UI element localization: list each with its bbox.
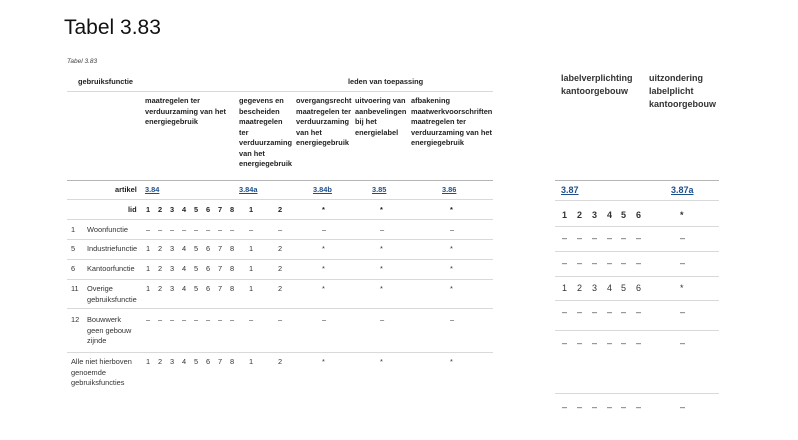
cell-value: * — [680, 283, 684, 293]
cell-value: 4 — [182, 264, 187, 273]
cell-dash: – — [680, 258, 686, 268]
lid-number: 2 — [577, 210, 583, 220]
cell-dash: – — [577, 307, 583, 317]
row-number: 1 — [71, 225, 76, 234]
cell-value: 6 — [206, 284, 211, 293]
slide-title: Tabel 3.83 — [64, 16, 161, 39]
row-divider — [555, 393, 719, 394]
cell-value: 2 — [158, 357, 163, 366]
cell-value: 2 — [278, 244, 283, 253]
lid-star: * — [322, 205, 325, 214]
row-divider — [67, 352, 493, 353]
cell-value: 3 — [170, 264, 175, 273]
article-link[interactable]: 3.85 — [372, 185, 387, 194]
header-uitzondering: uitzondering labelplicht kantoorgebouw — [649, 73, 716, 109]
cell-value: 6 — [206, 244, 211, 253]
lid-number: 6 — [206, 205, 211, 214]
cell-value: 5 — [194, 264, 199, 273]
cell-dash: – — [380, 315, 385, 324]
cell-dash: – — [636, 307, 642, 317]
cell-dash: – — [607, 338, 613, 348]
cell-value: 4 — [182, 357, 187, 366]
cell-dash: – — [577, 402, 583, 412]
cell-dash: – — [182, 225, 187, 234]
cell-value: 1 — [249, 284, 254, 293]
cell-dash: – — [636, 258, 642, 268]
cell-value: 2 — [278, 284, 283, 293]
lid-number: 5 — [194, 205, 199, 214]
row-number: 5 — [71, 244, 76, 253]
header-labelverplichting: labelverplichting kantoorgebouw — [561, 73, 633, 96]
lid-number: 1 — [146, 205, 151, 214]
row-divider — [67, 259, 493, 260]
cell-value: * — [322, 264, 325, 273]
cell-value: 6 — [206, 357, 211, 366]
row-divider — [67, 239, 493, 240]
lid-number: 1 — [562, 210, 568, 220]
cell-value: * — [450, 244, 453, 253]
row-divider — [67, 199, 493, 200]
cell-dash: – — [592, 338, 598, 348]
cell-value: 1 — [146, 284, 151, 293]
cell-value: 2 — [278, 264, 283, 273]
lid-number: 2 — [278, 205, 283, 214]
cell-dash: – — [592, 307, 598, 317]
row-divider — [67, 91, 493, 92]
cell-value: * — [322, 244, 325, 253]
row-name: Woonfunctie — [87, 225, 128, 234]
cell-dash: – — [450, 225, 455, 234]
cell-dash: – — [380, 225, 385, 234]
row-number: 6 — [71, 264, 76, 273]
row-name: Industriefunctie — [87, 244, 138, 253]
row-name: Kantoorfunctie — [87, 264, 135, 273]
cell-value: 2 — [278, 357, 283, 366]
column-header: maatregelen ter verduurzaming van het energiegebruik — [145, 96, 226, 126]
cell-dash: – — [636, 338, 642, 348]
cell-value: 1 — [146, 357, 151, 366]
cell-value: 7 — [218, 264, 223, 273]
cell-dash: – — [158, 315, 163, 324]
cell-value: 1 — [146, 244, 151, 253]
cell-value: 7 — [218, 284, 223, 293]
table-caption: Tabel 3.83 — [67, 58, 98, 65]
article-link[interactable]: 3.87a — [671, 185, 694, 195]
lid-number: 5 — [621, 210, 627, 220]
column-header: uitvoering van aanbevelingen bij het energielabel — [355, 96, 407, 137]
cell-value: 1 — [146, 264, 151, 273]
article-link[interactable]: 3.86 — [442, 185, 457, 194]
row-name: Overige gebruiksfunctie — [87, 284, 137, 304]
cell-value: 5 — [194, 357, 199, 366]
cell-dash: – — [621, 258, 627, 268]
cell-dash: – — [194, 315, 199, 324]
cell-value: 5 — [621, 283, 627, 293]
cell-value: * — [322, 284, 325, 293]
cell-value: 8 — [230, 244, 235, 253]
cell-dash: – — [680, 402, 686, 412]
cell-dash: – — [680, 307, 686, 317]
cell-dash: – — [322, 315, 327, 324]
lid-number: 2 — [158, 205, 163, 214]
lid-number: 7 — [218, 205, 223, 214]
cell-dash: – — [577, 258, 583, 268]
cell-value: 3 — [170, 244, 175, 253]
article-link[interactable]: 3.84b — [313, 185, 332, 194]
cell-value: 8 — [230, 284, 235, 293]
cell-value: 3 — [170, 357, 175, 366]
row-divider — [67, 279, 493, 280]
cell-value: 6 — [206, 264, 211, 273]
cell-value: * — [380, 244, 383, 253]
cell-dash: – — [278, 225, 283, 234]
header-leden-van-toepassing: leden van toepassing — [348, 77, 424, 86]
cell-dash: – — [607, 307, 613, 317]
cell-value: 6 — [636, 283, 642, 293]
cell-dash: – — [322, 225, 327, 234]
lid-number: 6 — [636, 210, 642, 220]
row-number: 11 — [71, 284, 79, 293]
cell-dash: – — [621, 233, 627, 243]
cell-value: * — [450, 357, 453, 366]
cell-dash: – — [194, 225, 199, 234]
lid-star: * — [680, 210, 684, 220]
cell-value: 5 — [194, 284, 199, 293]
cell-dash: – — [607, 258, 613, 268]
cell-value: 4 — [182, 284, 187, 293]
cell-dash: – — [249, 225, 254, 234]
row-divider — [555, 300, 719, 301]
cell-value: 2 — [158, 264, 163, 273]
cell-dash: – — [680, 338, 686, 348]
cell-dash: – — [592, 233, 598, 243]
row-divider — [555, 276, 719, 277]
row-number: 12 — [71, 315, 80, 324]
lid-number: 3 — [170, 205, 175, 214]
cell-dash: – — [621, 402, 627, 412]
artikel-label: artikel — [115, 185, 137, 194]
lid-number: 3 — [592, 210, 598, 220]
cell-dash: – — [680, 233, 686, 243]
article-link[interactable]: 3.87 — [561, 185, 579, 195]
cell-value: 4 — [182, 244, 187, 253]
cell-dash: – — [562, 233, 568, 243]
row-divider — [555, 226, 719, 227]
column-header: afbakening maatwerkvoorschriften maatregelen ter verduurzaming van het energiegebruik — [411, 96, 493, 147]
cell-dash: – — [249, 315, 254, 324]
cell-value: 5 — [194, 244, 199, 253]
cell-value: 7 — [218, 357, 223, 366]
cell-dash: – — [170, 225, 175, 234]
cell-dash: – — [636, 233, 642, 243]
header-gebruiksfunctie: gebruiksfunctie — [78, 77, 134, 86]
cell-dash: – — [607, 233, 613, 243]
lid-star: * — [380, 205, 383, 214]
cell-dash: – — [206, 315, 211, 324]
article-link[interactable]: 3.84 — [145, 185, 160, 194]
cell-value: 7 — [218, 244, 223, 253]
column-header: gegevens en bescheiden maatregelen ter verduurzaming van het energiegebruik — [239, 96, 292, 168]
cell-value: 2 — [158, 284, 163, 293]
cell-dash: – — [592, 402, 598, 412]
cell-value: * — [380, 284, 383, 293]
cell-dash: – — [218, 225, 223, 234]
cell-value: * — [450, 264, 453, 273]
cell-value: 3 — [170, 284, 175, 293]
cell-value: * — [322, 357, 325, 366]
cell-value: * — [450, 284, 453, 293]
cell-dash: – — [206, 225, 211, 234]
row-name: Alle niet hierboven genoemde gebruiksfuncties — [71, 357, 132, 387]
cell-dash: – — [562, 402, 568, 412]
cell-dash: – — [562, 307, 568, 317]
cell-dash: – — [230, 315, 235, 324]
cell-dash: – — [146, 315, 151, 324]
cell-value: 2 — [577, 283, 583, 293]
cell-dash: – — [146, 225, 151, 234]
row-divider — [555, 251, 719, 252]
cell-dash: – — [562, 338, 568, 348]
row-name: Bouwwerk geen gebouw zijnde — [87, 315, 132, 345]
cell-dash: – — [562, 258, 568, 268]
lid-number: 4 — [182, 205, 187, 214]
cell-dash: – — [158, 225, 163, 234]
cell-value: 1 — [562, 283, 568, 293]
cell-dash: – — [636, 402, 642, 412]
cell-value: 1 — [249, 357, 254, 366]
row-divider — [67, 180, 493, 181]
lid-number: 4 — [607, 210, 613, 220]
cell-dash: – — [577, 233, 583, 243]
cell-dash: – — [577, 338, 583, 348]
cell-dash: – — [450, 315, 455, 324]
lid-label: lid — [128, 205, 137, 214]
cell-dash: – — [621, 307, 627, 317]
cell-value: 4 — [607, 283, 613, 293]
cell-dash: – — [170, 315, 175, 324]
row-divider — [67, 219, 493, 220]
cell-value: 3 — [592, 283, 598, 293]
lid-number: 8 — [230, 205, 235, 214]
lid-star: * — [450, 205, 453, 214]
cell-dash: – — [182, 315, 187, 324]
cell-value: 2 — [158, 244, 163, 253]
cell-value: 1 — [249, 244, 254, 253]
row-divider — [555, 180, 719, 181]
row-divider — [67, 308, 493, 309]
cell-dash: – — [607, 402, 613, 412]
cell-dash: – — [621, 338, 627, 348]
cell-dash: – — [278, 315, 283, 324]
cell-value: 8 — [230, 357, 235, 366]
row-divider — [555, 330, 719, 331]
cell-value: 1 — [249, 264, 254, 273]
cell-value: * — [380, 264, 383, 273]
column-header: overgangsrecht maatregelen ter verduurzaming van het energiegebruik — [296, 96, 352, 147]
cell-value: 8 — [230, 264, 235, 273]
row-divider — [555, 200, 719, 201]
lid-number: 1 — [249, 205, 254, 214]
cell-dash: – — [230, 225, 235, 234]
cell-value: * — [380, 357, 383, 366]
cell-dash: – — [592, 258, 598, 268]
article-link[interactable]: 3.84a — [239, 185, 258, 194]
cell-dash: – — [218, 315, 223, 324]
